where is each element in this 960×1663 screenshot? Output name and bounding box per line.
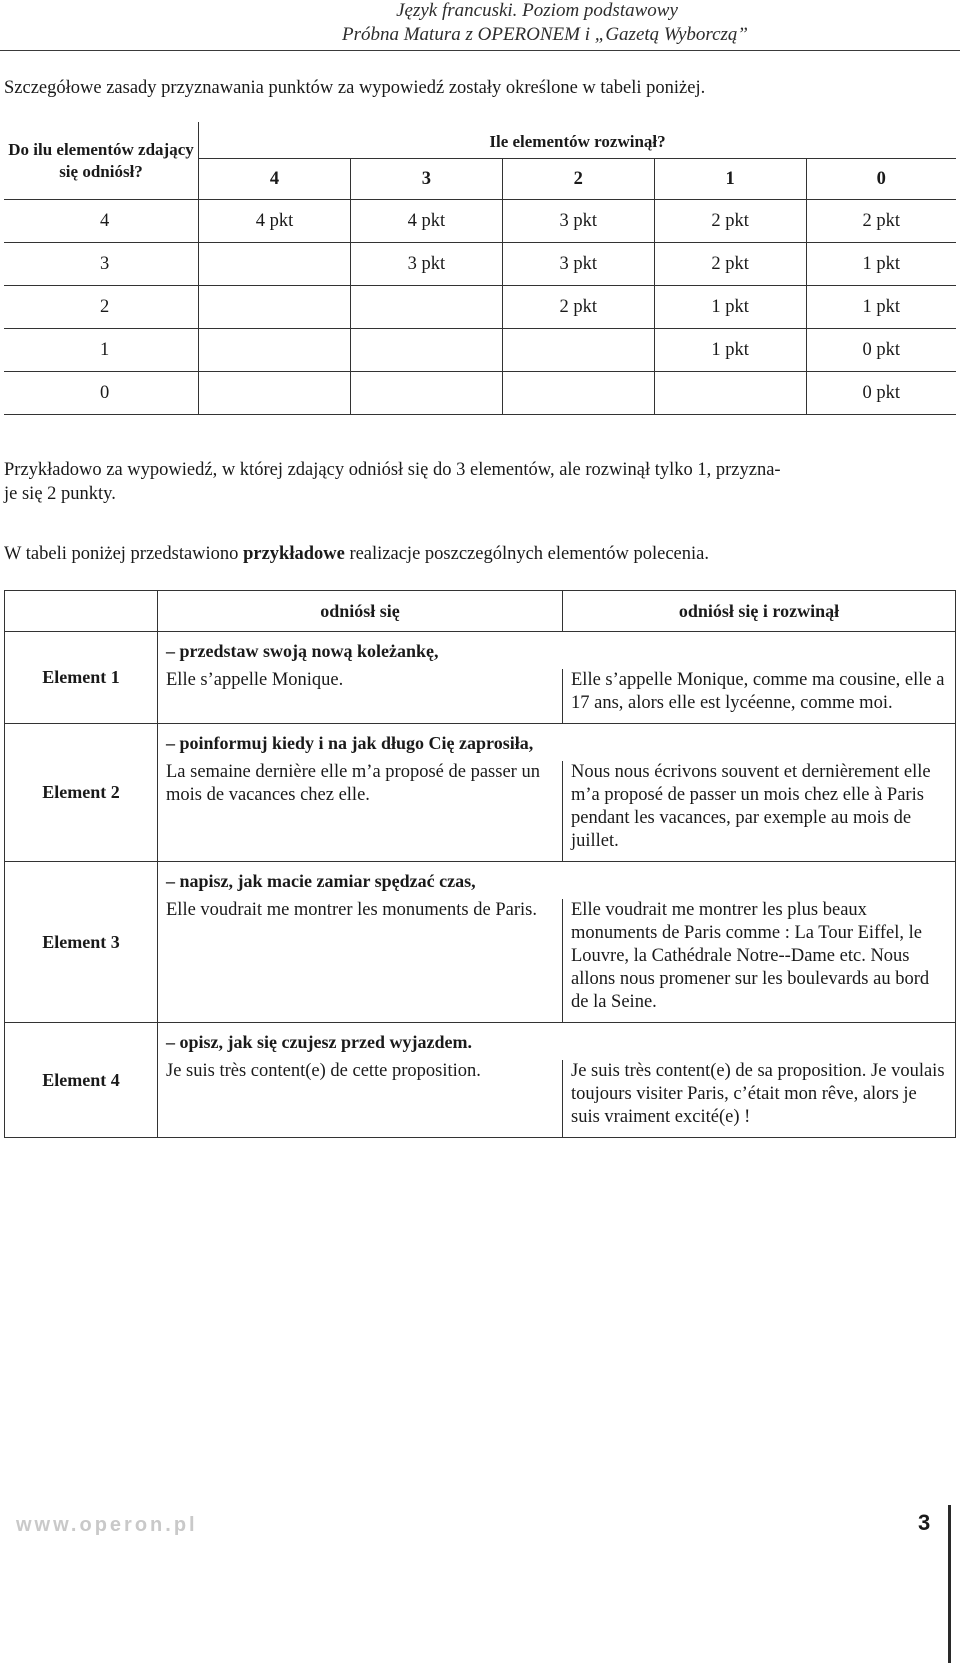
table-cell	[199, 286, 351, 329]
element-row	[5, 1023, 956, 1061]
column-header-referred: odniósł się	[158, 591, 563, 632]
example-line: Przykładowo za wypowiedź, w której zdający odniósł się do 3 elementów, ale rozwinął tylko 1, przyzna-	[4, 460, 781, 480]
table-cell: 1 pkt	[806, 243, 956, 286]
element-task-spacer	[563, 632, 956, 670]
example-paragraph	[4, 458, 944, 506]
element-task-spacer	[563, 724, 956, 762]
developed-example: Nous nous écrivons souvent et dernièrement elle m’a proposé de passer un mois chez elle à Paris pendant les vacances, par exemple au mois de juillet.	[563, 761, 956, 862]
table-row	[4, 329, 956, 372]
table-cell: 4 pkt	[350, 200, 502, 243]
scoring-table	[4, 122, 956, 415]
scoring-left-header: Do ilu elementów zdający się odniósł?	[4, 122, 199, 200]
table-cell: 3 pkt	[502, 243, 654, 286]
element-task: – opisz, jak się czujesz przed wyjazdem.	[158, 1023, 563, 1061]
element-row	[5, 632, 956, 670]
table-intro-emphasis: przykładowe	[243, 544, 345, 564]
table-cell: 2 pkt	[806, 200, 956, 243]
element-task: – poinformuj kiedy i na jak długo Cię zaprosiła,	[158, 724, 563, 762]
element-row	[5, 862, 956, 900]
table-cell	[654, 372, 806, 415]
table-intro-text: W tabeli poniżej przedstawiono	[4, 544, 244, 564]
table-cell: 1 pkt	[806, 286, 956, 329]
table-cell	[502, 329, 654, 372]
row-header: 0	[4, 372, 199, 415]
table-cell	[199, 243, 351, 286]
page-header	[0, 0, 960, 50]
empty-corner-cell	[5, 591, 158, 632]
table-intro-text: realizacje poszczególnych elementów polecenia.	[344, 544, 709, 564]
table-row	[4, 286, 956, 329]
table-cell	[350, 286, 502, 329]
element-task-spacer	[563, 1023, 956, 1061]
developed-example: Elle voudrait me montrer les plus beaux monuments de Paris comme : La Tour Eiffel, le Louvre, la Cathédrale Notre--Dame etc. Nous allons nous promener sur les boulevards au bord de la Seine.	[563, 899, 956, 1023]
element-task-spacer	[563, 862, 956, 900]
column-header: 2	[502, 159, 654, 200]
header-exam-title: Próbna Matura z OPERONEM i „Gazetą Wyborczą”	[341, 24, 749, 45]
table-cell: 0 pkt	[806, 372, 956, 415]
referred-example: Je suis très content(e) de cette proposition.	[158, 1060, 563, 1138]
table-row	[4, 200, 956, 243]
element-task: – napisz, jak macie zamiar spędzać czas,	[158, 862, 563, 900]
column-header: 4	[199, 159, 351, 200]
publisher-url: www.operon.pl	[16, 1514, 198, 1536]
row-header: 2	[4, 286, 199, 329]
page-number: 3	[918, 1510, 931, 1535]
row-header: 1	[4, 329, 199, 372]
table-cell: 1 pkt	[654, 286, 806, 329]
column-header: 0	[806, 159, 956, 200]
element-label: Element 1	[5, 632, 158, 724]
table-cell: 3 pkt	[502, 200, 654, 243]
example-line: je się 2 punkty.	[4, 484, 116, 504]
developed-example: Je suis très content(e) de sa proposition. Je voulais toujours visiter Paris, c’était mon rêve, alors je suis vraiment excité(e) !	[563, 1060, 956, 1138]
table-cell: 1 pkt	[654, 329, 806, 372]
header-subject: Język francuski. Poziom podstawowy	[396, 0, 678, 21]
table-cell: 2 pkt	[654, 200, 806, 243]
column-header-developed: odniósł się i rozwinął	[563, 591, 956, 632]
table-cell	[199, 372, 351, 415]
table-cell	[350, 372, 502, 415]
table-cell: 0 pkt	[806, 329, 956, 372]
referred-example: Elle s’appelle Monique.	[158, 669, 563, 724]
table-cell	[350, 329, 502, 372]
intro-paragraph: Szczegółowe zasady przyznawania punktów za wypowiedź zostały określone w tabeli poniżej.	[4, 78, 706, 98]
scoring-top-header: Ile elementów rozwinął?	[199, 122, 957, 159]
table-cell: 3 pkt	[350, 243, 502, 286]
column-header: 3	[350, 159, 502, 200]
column-header: 1	[654, 159, 806, 200]
table-cell	[502, 372, 654, 415]
table-cell: 2 pkt	[654, 243, 806, 286]
element-label: Element 3	[5, 862, 158, 1023]
table-intro-paragraph	[4, 542, 944, 566]
element-task: – przedstaw swoją nową koleżankę,	[158, 632, 563, 670]
table-cell: 2 pkt	[502, 286, 654, 329]
referred-example: Elle voudrait me montrer les monuments de Paris.	[158, 899, 563, 1023]
referred-example: La semaine dernière elle m’a proposé de passer un mois de vacances chez elle.	[158, 761, 563, 862]
table-row	[4, 372, 956, 415]
row-header: 4	[4, 200, 199, 243]
developed-example: Elle s’appelle Monique, comme ma cousine, elle a 17 ans, alors elle est lycéenne, comme moi.	[563, 669, 956, 724]
table-cell: 4 pkt	[199, 200, 351, 243]
row-header: 3	[4, 243, 199, 286]
element-row	[5, 724, 956, 762]
page-edge-bar	[948, 1505, 951, 1663]
table-cell	[199, 329, 351, 372]
table-row	[4, 243, 956, 286]
examples-table	[4, 590, 956, 1138]
element-label: Element 4	[5, 1023, 158, 1138]
header-rule	[0, 50, 960, 51]
element-label: Element 2	[5, 724, 158, 862]
